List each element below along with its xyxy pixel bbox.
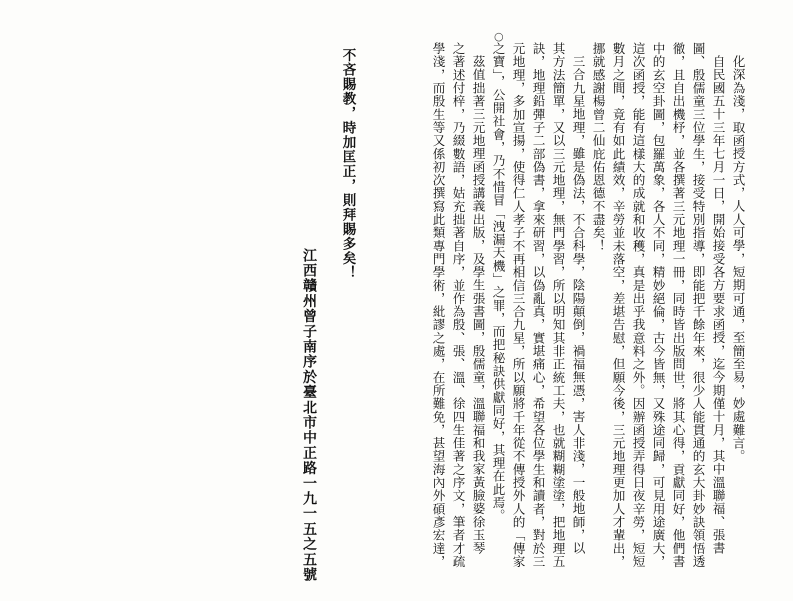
closing-line: 不吝賜教，時加匡正，則拜賜多矣！	[339, 48, 356, 280]
text-column-1: 化深為淺，取函授方式，人人可學，短期可通，至簡至易，妙處難言。	[730, 55, 746, 463]
text-column-4: 徹，且自出機杼，並各撰著三元地理一冊，同時皆出版問世，將其心得，貢獻同好，他們書	[670, 42, 686, 568]
text-column-10: 其方法簡單，又以三元地理，無門學習，所以明知其非正統工夫，也就糊糊塗塗，把地理五	[550, 42, 566, 568]
text-column-6: 這次函授，能有這樣大的成就和收穫，真是出乎我意料之外。因辦函授弄得日夜辛勞，短短	[630, 42, 646, 568]
text-column-14: 茲值拙著三元地理函授講義出版，及學生張書圖，殷儒童，溫聯福和我家黃臉婆徐玉琴	[470, 55, 486, 555]
text-column-2: 自民國五十三年七月一日，開始接受各方要求函授，迄今期僅十月，其中溫聯福、張書	[710, 55, 726, 555]
text-column-15: 之著述付梓，乃綴數語，姑充拙著自序，並作為殷、張、溫、徐四生佳著之序文，筆者才疏	[450, 42, 466, 568]
small-circle-mark: ○	[494, 30, 504, 43]
text-column-12: 元地理，多加宣揚，使得仁人孝子不再相信三合九星，所以願將千年從不傳授外人的「傳家	[510, 42, 526, 568]
text-column-16: 學淺，而殷生等又係初次撰寫此類專門學術，紕謬之處，在所難免，甚望海內外碩彥宏達，	[430, 42, 446, 568]
text-column-8: 挪就感謝楊曾二仙庇佑恩德不盡矣！	[590, 42, 606, 253]
text-column-9: 三合九星地理，雖是偽法，不合科學，陰陽顛倒，禍福無憑，害人非淺，一般地師，以	[570, 55, 586, 555]
signature-line: 江西贛州曾子南序於臺北市中正路一九一五之五號	[301, 248, 317, 583]
text-column-5: 中的玄空卦圖，包羅萬象，各人不同，精妙絕倫，古今皆無，又殊途同歸，可見用途廣大，	[650, 42, 666, 568]
text-column-13: 之寶」，公開社會，乃不惜冒「洩漏天機」之罪，而把秘訣供獻同好，其理在此焉。	[490, 42, 506, 523]
text-column-11: 訣，地理鉛彈子二部偽書，拿來研習，以偽亂真，實堪痛心，希望各位學生和讀者，對於三	[530, 42, 546, 568]
text-column-7: 數月之間，竟有如此績效，辛勞並未落空，差堪告慰，但願今後，三元地理更加人才輩出，	[610, 42, 626, 568]
text-column-3: 圖、殷儒童三位學生，接受特別指導，即能把千餘年來，很少人能貫通的玄大卦妙訣領悟透	[690, 42, 706, 568]
